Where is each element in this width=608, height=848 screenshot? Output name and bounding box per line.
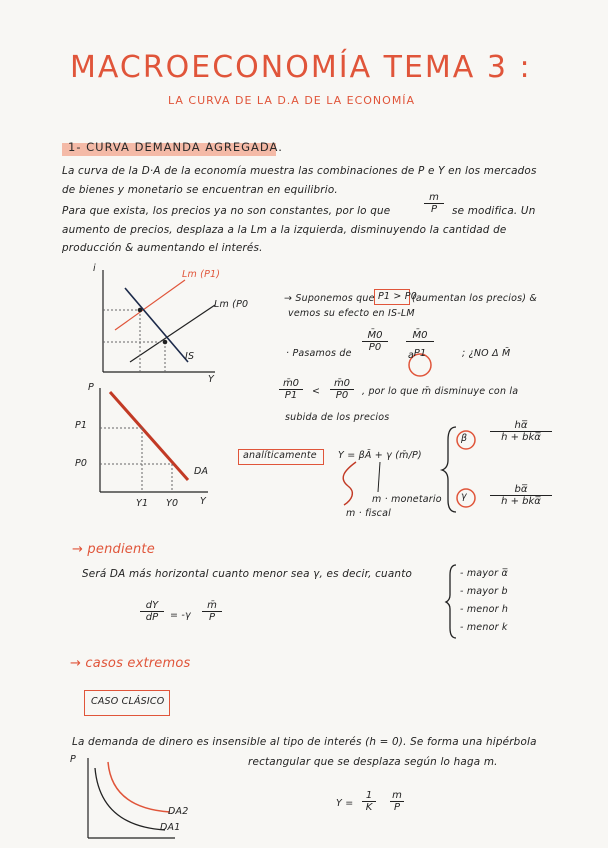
da1-curve — [95, 768, 165, 830]
rhs-fraction: $\frac{m̄}{P}$ — [202, 600, 222, 623]
note-line: vemos su efecto en IS-LM — [288, 308, 415, 319]
equation: Y = βĀ + γ (m̄/P) — [338, 450, 422, 461]
text-line: producción & aumentando el interés. — [62, 242, 263, 254]
list-item: - menor k — [460, 622, 508, 633]
axis-label: Y — [200, 496, 207, 507]
text-line: rectangular que se desplaza según lo haga m. — [248, 756, 498, 768]
fraction: $\frac{M̄0}{P0}$ — [362, 330, 388, 353]
fraction: $\frac{m̄0}{P1}$ — [279, 378, 303, 401]
pointer-line — [378, 462, 380, 492]
deriv-fraction: $\frac{dY}{dP}$ — [140, 600, 164, 623]
da-graph — [100, 388, 208, 492]
note-line: ; ¿NO Δ M̄ — [462, 348, 511, 359]
note-line: → Suponemos que — [284, 293, 375, 304]
page-title: MACROECONOMÍA TEMA 3 : — [70, 50, 532, 85]
pendiente-heading: → pendiente — [72, 542, 155, 557]
note-line: (aumentan los precios) & — [412, 293, 538, 304]
text-line: La curva de la D·A de la economía muestra las combinaciones de P e Y en los mercados — [62, 165, 537, 177]
list-item: - menor h — [460, 604, 509, 615]
axis-label: P — [70, 754, 76, 765]
fiscal-label: m · fiscal — [346, 508, 391, 519]
deriv-rhs: = -γ — [170, 610, 191, 621]
analytic-label: analíticamente — [243, 450, 317, 461]
squiggle-arrow — [343, 462, 356, 505]
y1-label: Y1 — [136, 498, 149, 509]
p-compare: P1 > P0 — [378, 291, 417, 302]
lm-p0-curve — [130, 305, 215, 362]
eq-fraction: $\frac{1}{K}$ — [362, 790, 376, 813]
fraction-m-over-p: $\frac{m}{P}$ — [424, 192, 444, 215]
p0-label: P0 — [75, 458, 88, 469]
fraction: $\frac{M̄0}{P1}$ — [406, 330, 434, 359]
lm1-label: Lm (P1) — [182, 269, 221, 280]
monetary-label: m · monetario — [372, 494, 442, 505]
fraction: $\frac{m̄0}{P0}$ — [330, 378, 354, 401]
clasico-label: CASO CLÁSICO — [91, 696, 165, 707]
text-line: aumento de precios, desplaza a la Lm a la izquierda, disminuyendo la cantidad de — [62, 224, 507, 236]
brace — [446, 565, 456, 638]
da2-curve — [108, 762, 170, 812]
equilibrium-point — [163, 340, 168, 345]
da1-label: DA1 — [160, 822, 181, 833]
note-line: a — [408, 350, 415, 361]
lm0-label: Lm (P0 — [214, 299, 249, 310]
is-lm-graph — [103, 270, 215, 372]
da-curve — [110, 392, 188, 480]
brace — [442, 427, 456, 512]
text-line: Para que exista, los precios ya no son constantes, por lo que — [62, 205, 391, 217]
y0-label: Y0 — [166, 498, 179, 509]
is-curve — [125, 288, 188, 362]
text-line: se modifica. Un — [452, 205, 536, 217]
eq-lhs: Y = — [336, 798, 354, 809]
p1-label: P1 — [75, 420, 88, 431]
note-line: · Pasamos de — [286, 348, 352, 359]
text-line: La demanda de dinero es insensible al tipo de interés (h = 0). Se forma una hipérbola — [72, 736, 537, 748]
eq-fraction: $\frac{m}{P}$ — [390, 790, 404, 813]
lm-p1-curve — [115, 280, 185, 330]
list-item: - mayor α̅ — [460, 568, 508, 579]
page-subtitle: LA CURVA DE LA D.A DE LA ECONOMÍA — [168, 94, 416, 107]
beta-fraction: hα̅ h + bkα̅ — [490, 420, 552, 443]
beta-symbol: β — [461, 433, 468, 444]
da-label: DA — [194, 466, 209, 477]
section-heading: 1- CURVA DEMANDA AGREGADA. — [68, 140, 283, 154]
is-label: IS — [185, 351, 195, 362]
note-line: < — [312, 386, 321, 397]
da2-label: DA2 — [168, 806, 189, 817]
text-line: Será DA más horizontal cuanto menor sea γ, es decir, cuanto — [82, 568, 413, 580]
gamma-symbol: γ — [461, 491, 467, 502]
gamma-fraction: bα̅ h + bkα̅ — [490, 484, 552, 507]
casos-heading: → casos extremos — [70, 656, 191, 671]
axis-label: Y — [208, 374, 215, 385]
note-line: subida de los precios — [285, 412, 390, 423]
equilibrium-point — [138, 308, 143, 313]
text-line: de bienes y monetario se encuentran en equilibrio. — [62, 184, 338, 196]
list-item: - mayor b — [460, 586, 508, 597]
axis-label: P — [88, 382, 94, 393]
note-line: , por lo que m̄ disminuye con la — [362, 386, 519, 397]
axis-label: i — [93, 263, 96, 274]
